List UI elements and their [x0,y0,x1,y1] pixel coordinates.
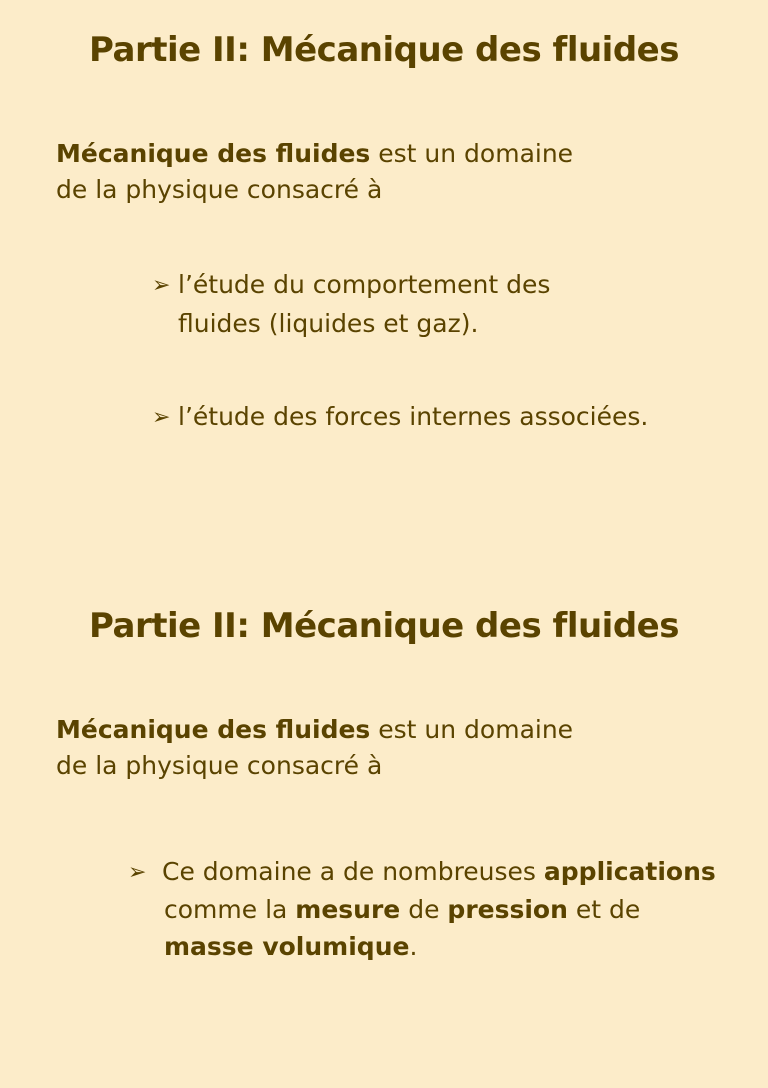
bullet-text-continued: fluides (liquides et gaz). [178,309,479,338]
bullet-text: et de [567,895,641,924]
bullet-text: l’étude du comportement des [178,270,551,299]
intro-line-1 [56,712,573,748]
bullet-text: Ce domaine a de nombreuses [162,857,544,886]
bold-term-mesure: mesure [295,895,401,924]
arrow-right-icon: ➢ [152,273,171,298]
bullet-item [152,266,550,343]
intro-text: est un domaine [370,139,574,168]
bullet-item [152,398,648,437]
intro-paragraph [56,712,573,784]
intro-bold-term: Mécanique des fluides [56,715,371,744]
bullet-text: . [409,932,418,961]
bullet-text: de [400,895,448,924]
bullet-line-2 [128,891,716,928]
bullet-text: comme la [164,895,296,924]
intro-line-1 [56,136,573,172]
bold-term-applications: applications [543,857,716,886]
slide-2 [0,576,768,1088]
bullet-text: l’étude des forces internes associées. [178,402,649,431]
intro-paragraph [56,136,573,208]
slide-title: Partie II: Mécanique des fluides [89,606,679,646]
slide-title: Partie II: Mécanique des fluides [89,30,679,70]
bold-term-pression: pression [447,895,568,924]
bullet-item [128,853,716,965]
bold-term-masse-volumique: masse volumique [164,932,410,961]
slide-1 [0,0,768,512]
bullet-line-3 [128,928,716,965]
intro-bold-term: Mécanique des fluides [56,139,371,168]
arrow-right-icon: ➢ [152,405,171,430]
intro-line-2: de la physique consacré à [56,751,383,780]
intro-line-2: de la physique consacré à [56,175,383,204]
intro-text: est un domaine [370,715,574,744]
arrow-right-icon: ➢ [128,860,147,885]
